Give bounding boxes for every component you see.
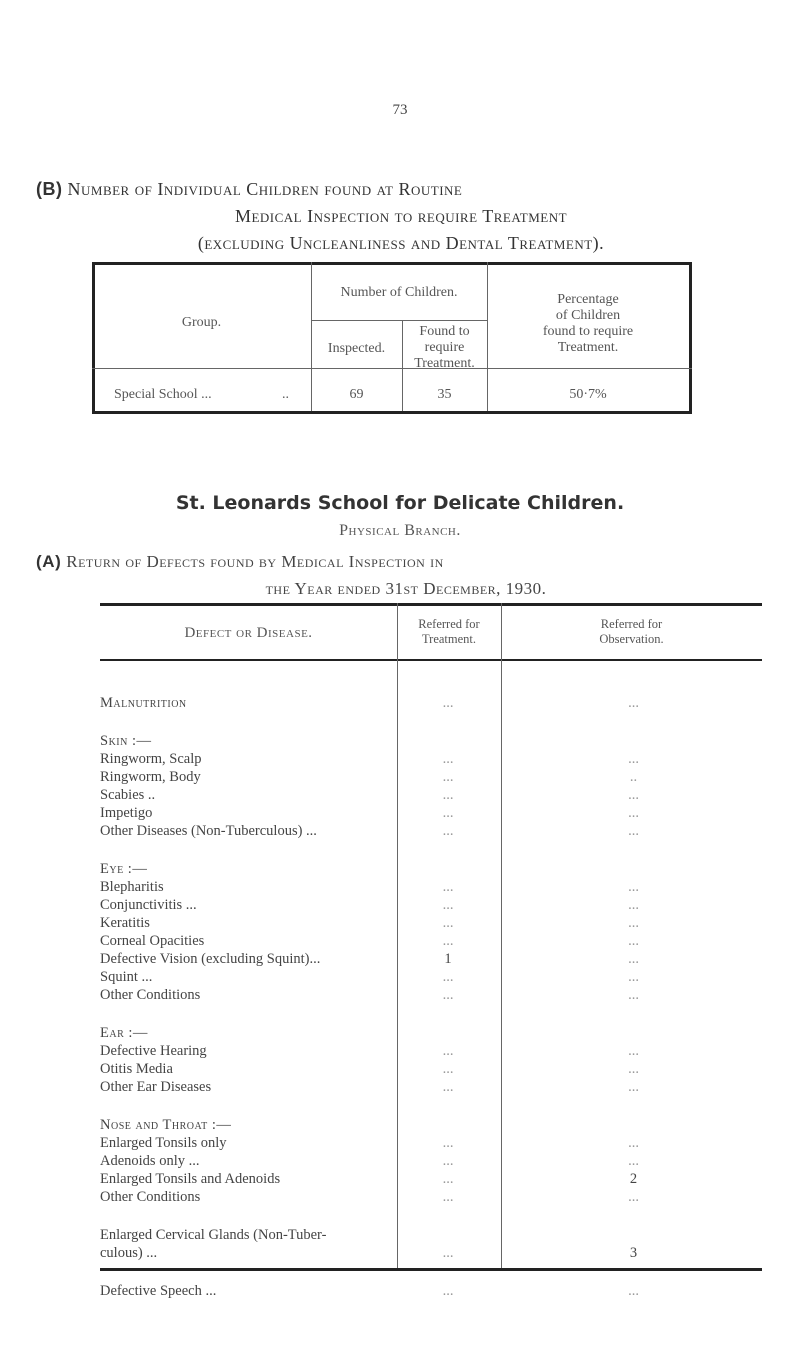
section-b-line-1: [36, 176, 766, 203]
table-row: [100, 879, 762, 897]
table-b-header-rule: [92, 368, 692, 369]
table-a: [100, 603, 762, 1299]
table-row: [100, 1171, 762, 1189]
row-observation-value: ...: [628, 1189, 639, 1205]
school-title: St. Leonards School for Delicate Children.: [175, 492, 625, 514]
row-label: Defective Hearing: [100, 1043, 207, 1059]
row-label: Ringworm, Body: [100, 769, 201, 785]
row-observation-value: ...: [628, 1135, 639, 1151]
row-observation-value: ...: [628, 1061, 639, 1077]
observation-line-2: Observation.: [599, 632, 664, 646]
row-observation-value: ...: [628, 751, 639, 767]
table-row: [100, 751, 762, 769]
row-label: Adenoids only ...: [100, 1153, 200, 1169]
row-label: Nose and Throat :—: [100, 1117, 232, 1133]
row-label: Other Conditions: [100, 1189, 201, 1205]
row-treatment-value: ...: [442, 751, 454, 767]
table-b-header-percentage: [487, 292, 689, 356]
row-treatment-value: ...: [442, 823, 454, 839]
row-treatment-value: ...: [442, 1135, 454, 1151]
table-a-header-defect: Defect or Disease.: [184, 625, 313, 641]
row-observation-value: ..: [629, 769, 638, 785]
table-row: [100, 787, 762, 805]
row-label: Defective Speech ...: [100, 1283, 217, 1299]
row-observation-value: ...: [628, 915, 639, 931]
table-row: [100, 987, 762, 1005]
pct-line-3: found to require: [542, 324, 634, 339]
row-label: Enlarged Cervical Glands (Non-Tuber-: [100, 1227, 327, 1243]
row-treatment-value: ...: [442, 1245, 454, 1261]
table-row: [100, 1245, 762, 1263]
table-b-header-group: Group.: [181, 315, 222, 330]
table-b-header-inspected: Inspected.: [327, 341, 386, 356]
row-observation-value: ...: [628, 933, 639, 949]
table-row: [100, 1189, 762, 1207]
row-treatment-value: ...: [442, 933, 454, 949]
row-observation-value: ...: [628, 787, 639, 803]
section-b-line-3: (excluding Uncleanliness and Dental Treatment).: [197, 233, 605, 253]
row-observation-value: ...: [628, 951, 639, 967]
table-a-header-treatment: [397, 617, 501, 647]
table-a-top-rule: [100, 603, 762, 606]
table-row: [100, 1117, 762, 1135]
found-line-1: Found to: [419, 324, 470, 339]
row-label: Other Diseases (Non-Tuberculous) ...: [100, 823, 317, 839]
row-treatment-value: ...: [442, 897, 454, 913]
row-observation-value: ...: [628, 1043, 639, 1059]
row-label: culous) ...: [100, 1245, 158, 1261]
table-b-right-rule: [689, 262, 692, 414]
table-row: [100, 805, 762, 823]
treatment-line-1: Referred for: [418, 617, 480, 631]
row-label: Ringworm, Scalp: [100, 751, 202, 767]
row-observation-value: ...: [628, 805, 639, 821]
table-row: [100, 933, 762, 951]
row-label: Scabies ..: [100, 787, 156, 803]
table-row: [100, 1043, 762, 1061]
section-a-line-1-text: Return of Defects found by Medical Inspection in: [66, 552, 444, 571]
row-label: Other Conditions: [100, 987, 201, 1003]
row-treatment-value: ...: [442, 879, 454, 895]
found-line-3: Treatment.: [414, 356, 475, 371]
table-row: [100, 915, 762, 933]
table-row: [100, 733, 762, 751]
section-b-heading: [36, 176, 766, 257]
table-row: [100, 1227, 762, 1245]
found-line-2: require: [424, 340, 465, 355]
row-treatment-value: ...: [442, 695, 454, 711]
table-row: [100, 1025, 762, 1043]
row-observation-value: ...: [628, 897, 639, 913]
pct-line-4: Treatment.: [557, 340, 619, 355]
section-a-line-2: the Year ended 31st December, 1930.: [265, 579, 547, 598]
table-b-row-percentage: 50·7%: [569, 387, 607, 402]
row-label: Enlarged Tonsils only: [100, 1135, 227, 1151]
table-b-bottom-rule: [92, 411, 692, 414]
row-label: Eye :—: [100, 861, 148, 877]
row-observation-value: ...: [628, 1283, 639, 1299]
table-b-row-inspected: 69: [349, 387, 364, 402]
row-observation-value: ...: [628, 695, 639, 711]
table-row: [100, 969, 762, 987]
row-label: Other Ear Diseases: [100, 1079, 212, 1095]
table-row: [100, 823, 762, 841]
row-treatment-value: 1: [444, 951, 452, 967]
row-label: Enlarged Tonsils and Adenoids: [100, 1171, 281, 1187]
table-row: [100, 1135, 762, 1153]
page-number: 73: [392, 102, 408, 118]
table-row: [100, 1061, 762, 1079]
row-treatment-value: ...: [442, 1079, 454, 1095]
row-label: Skin :—: [100, 733, 152, 749]
table-b: [92, 262, 692, 414]
row-observation-value: ...: [628, 823, 639, 839]
row-label: Conjunctivitis ...: [100, 897, 197, 913]
table-b-header-number: Number of Children.: [340, 285, 458, 300]
table-b-subheader-rule: [311, 320, 487, 321]
row-treatment-value: ...: [442, 1283, 454, 1299]
table-b-row-group: Special School ...: [114, 387, 212, 402]
table-row: [100, 1283, 762, 1301]
row-observation-value: ...: [628, 987, 639, 1003]
table-a-header-observation: [501, 617, 762, 647]
table-row: [100, 1153, 762, 1171]
table-b-header-found: [402, 324, 487, 372]
table-b-left-rule: [92, 262, 95, 414]
section-b-label: (B): [36, 179, 63, 199]
row-treatment-value: ...: [442, 987, 454, 1003]
pct-line-1: Percentage: [557, 292, 619, 307]
table-row: [100, 695, 762, 713]
row-treatment-value: ...: [442, 969, 454, 985]
table-row: [100, 861, 762, 879]
table-b-row-found: 35: [437, 387, 452, 402]
section-b-line-2: Medical Inspection to require Treatment: [234, 206, 568, 226]
row-label: Otitis Media: [100, 1061, 173, 1077]
row-label: Defective Vision (excluding Squint)...: [100, 951, 321, 967]
row-observation-value: 3: [629, 1245, 638, 1261]
row-treatment-value: ...: [442, 1171, 454, 1187]
row-treatment-value: ...: [442, 915, 454, 931]
table-row: [100, 951, 762, 969]
row-label: Keratitis: [100, 915, 150, 931]
section-b-line-1-text: Number of Individual Children found at Routine: [67, 179, 463, 199]
row-treatment-value: ...: [442, 1061, 454, 1077]
row-observation-value: ...: [628, 1153, 639, 1169]
row-label: Corneal Opacities: [100, 933, 205, 949]
table-row: [100, 769, 762, 787]
row-treatment-value: ...: [442, 805, 454, 821]
row-observation-value: ...: [628, 1079, 639, 1095]
row-label: Impetigo: [100, 805, 153, 821]
row-observation-value: ...: [628, 879, 639, 895]
table-row: [100, 897, 762, 915]
table-row: [100, 1079, 762, 1097]
row-treatment-value: ...: [442, 787, 454, 803]
observation-line-1: Referred for: [600, 617, 663, 631]
pct-line-2: of Children: [555, 308, 621, 323]
table-a-header-rule: [100, 659, 762, 661]
branch-title: Physical Branch.: [339, 522, 461, 539]
treatment-line-2: Treatment.: [421, 632, 477, 646]
row-treatment-value: ...: [442, 1043, 454, 1059]
table-b-row-dots: ..: [282, 387, 289, 402]
table-b-top-rule: [92, 262, 692, 265]
section-a-line-1: [36, 548, 776, 575]
row-observation-value: ...: [628, 969, 639, 985]
row-label: Squint ...: [100, 969, 153, 985]
section-a-heading: [36, 548, 776, 602]
row-treatment-value: ...: [442, 1153, 454, 1169]
row-label: Ear :—: [100, 1025, 148, 1041]
row-label: Blepharitis: [100, 879, 164, 895]
row-treatment-value: ...: [442, 769, 454, 785]
table-a-bottom-rule: [100, 1268, 762, 1271]
row-treatment-value: ...: [442, 1189, 454, 1205]
row-label: Malnutrition: [100, 695, 187, 711]
section-a-label: (A): [36, 552, 62, 571]
row-observation-value: 2: [629, 1171, 638, 1187]
